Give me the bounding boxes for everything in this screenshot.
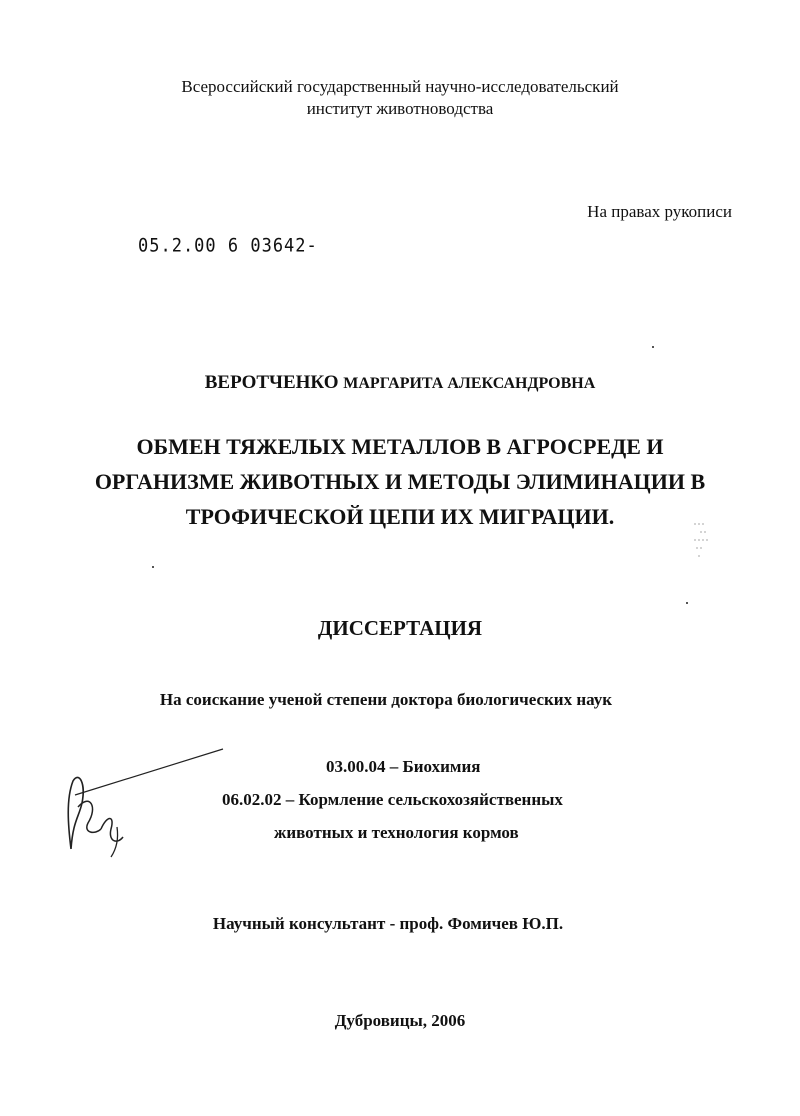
- author-given-names: МАРГАРИТА АЛЕКСАНДРОВНА: [343, 375, 596, 392]
- specialty-1: 03.00.04 – Биохимия: [326, 757, 481, 776]
- handwritten-signature: [55, 745, 235, 870]
- scan-speck: [152, 566, 154, 568]
- scientific-consultant: Научный консультант - проф. Фомичев Ю.П.: [212, 914, 564, 933]
- institution-line-2: институт животноводства: [306, 99, 494, 118]
- institution-name: [0, 76, 800, 120]
- registration-number-stamp: 05.2.00 6 03642-: [138, 235, 318, 257]
- place-and-year: Дубровицы, 2006: [334, 1011, 466, 1030]
- title-line-2: ОРГАНИЗМЕ ЖИВОТНЫХ И МЕТОДЫ ЭЛИМИНАЦИИ В: [94, 469, 706, 494]
- scan-marks: [680, 518, 730, 568]
- title-line-3: ТРОФИЧЕСКОЙ ЦЕПИ ИХ МИГРАЦИИ.: [185, 504, 615, 529]
- specialty-2-line-2: животных и технология кормов: [274, 823, 519, 842]
- author-surname: ВЕРОТЧЕНКО: [204, 372, 339, 393]
- scan-speck: [686, 602, 688, 604]
- scan-speck: [652, 346, 654, 348]
- manuscript-rights-note: На правах рукописи: [587, 202, 732, 221]
- specialty-2-line-1: 06.02.02 – Кормление сельскохозяйственных: [222, 790, 563, 809]
- institution-line-1: Всероссийский государственный научно-исследовательский: [181, 77, 619, 96]
- author-name: [0, 372, 800, 394]
- specialties: [222, 750, 622, 849]
- degree-statement: На соискание ученой степени доктора биологических наук: [159, 690, 613, 709]
- document-type: ДИССЕРТАЦИЯ: [317, 616, 483, 640]
- title-line-1: ОБМЕН ТЯЖЕЛЫХ МЕТАЛЛОВ В АГРОСРЕДЕ И: [136, 434, 664, 459]
